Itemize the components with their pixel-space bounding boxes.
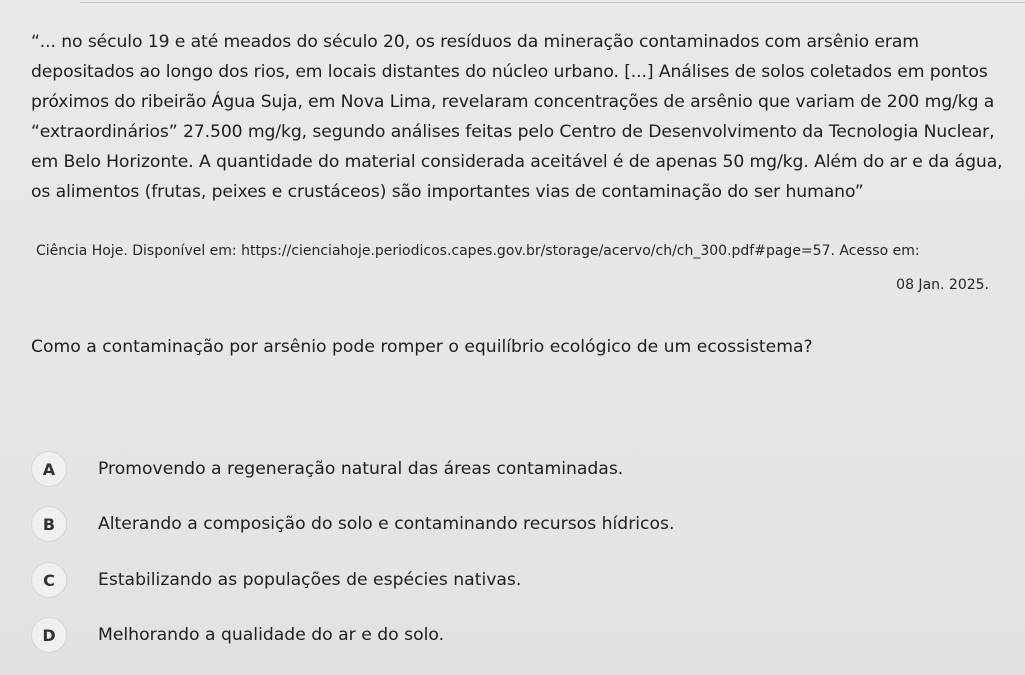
option-b-badge[interactable]: B xyxy=(31,506,67,542)
option-d-label[interactable]: Melhorando a qualidade do ar e do solo. xyxy=(98,625,445,645)
passage-quote: “... no século 19 e até meados do século 20, os resíduos da mineração contaminados com arsênio eram depositados ao longo dos rios, em locais distantes do núcleo urbano. [...] Análises de solos coletados em pontos próximos do ribeirão Água Suja, em Nova Lima, revelaram concentrações de arsênio que variam de 200 mg/kg a “extraordinários” 27.500 mg/kg, segundo análises feitas pelo Centro de Desenvolvimento da Tecnologia Nuclear, em Belo Horizonte. A quantidade do material considerada aceitável é de apenas 50 mg/kg. Além do ar e da água, os alimentos (frutas, peixes e crustáceos) são importantes vias de contaminação do ser humano” xyxy=(31,32,1003,202)
passage-citation: Ciência Hoje. Disponível em: https://cienciahoje.periodicos.capes.gov.br/storage/acervo/ch/ch_300.pdf#page=57. Acesso em: xyxy=(36,243,920,259)
option-c-badge[interactable]: C xyxy=(31,562,67,598)
option-d[interactable] xyxy=(31,617,444,653)
option-c[interactable] xyxy=(31,562,521,598)
option-a-label[interactable]: Promovendo a regeneração natural das áreas contaminadas. xyxy=(98,459,624,479)
option-b[interactable] xyxy=(31,506,674,542)
top-divider xyxy=(80,2,1025,3)
citation-date: 08 Jan. 2025. xyxy=(896,277,989,293)
option-c-label[interactable]: Estabilizando as populações de espécies nativas. xyxy=(98,570,522,590)
option-a-badge[interactable]: A xyxy=(31,451,67,487)
option-a[interactable] xyxy=(31,451,623,487)
option-b-label[interactable]: Alterando a composição do solo e contaminando recursos hídricos. xyxy=(98,514,675,534)
question-text: Como a contaminação por arsênio pode romper o equilíbrio ecológico de um ecossistema? xyxy=(31,337,813,357)
option-d-badge[interactable]: D xyxy=(31,617,67,653)
